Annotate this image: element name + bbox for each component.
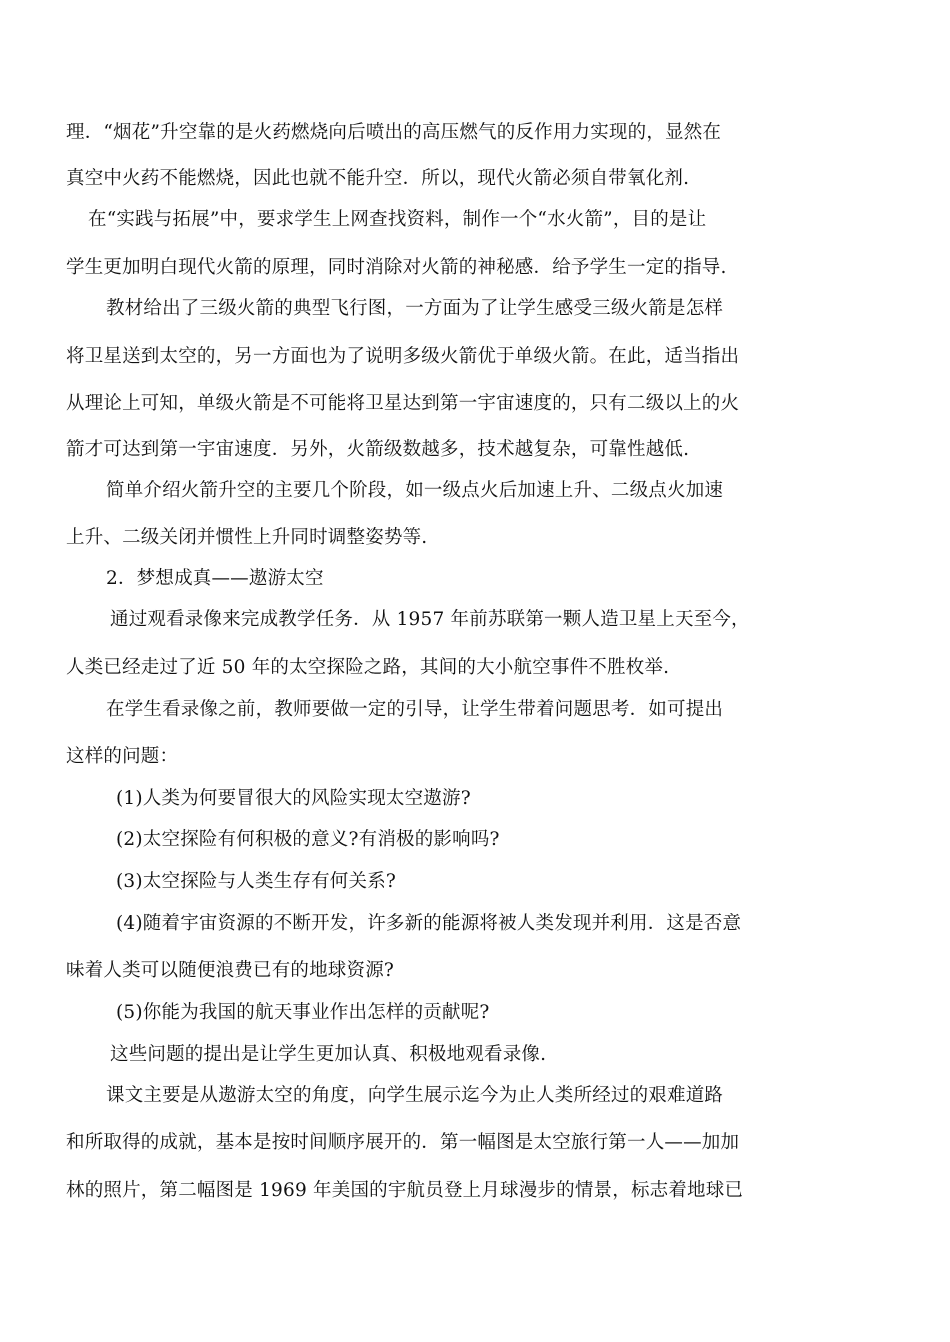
paragraph-start: 课文主要是从遨游太空的角度，向学生展示迄今为止人类所经过的艰难道路 [106, 1085, 724, 1106]
text-line: 和所取得的成就，基本是按时间顺序展开的．第一幅图是太空旅行第一人——加加 [66, 1132, 740, 1153]
question-item: (5)你能为我国的航天事业作出怎样的贡献呢? [116, 1002, 490, 1023]
paragraph-start: 这些问题的提出是让学生更加认真、积极地观看录像. [110, 1044, 547, 1065]
text-line: 理．“烟花”升空靠的是火药燃烧向后喷出的高压燃气的反作用力实现的，显然在 [66, 122, 722, 143]
text-line: 林的照片，第二幅图是 1969 年美国的宇航员登上月球漫步的情景，标志着地球已 [66, 1180, 744, 1201]
question-item: (3)太空探险与人类生存有何关系? [116, 871, 397, 892]
section-heading: 2．梦想成真——遨游太空 [106, 568, 324, 589]
text-line: 人类已经走过了近 50 年的太空探险之路，其间的大小航空事件不胜枚举. [66, 657, 670, 678]
text-line: 从理论上可知，单级火箭是不可能将卫星达到第一宇宙速度的，只有二级以上的火 [66, 393, 740, 414]
question-item: (1)人类为何要冒很大的风险实现太空遨游? [116, 788, 471, 809]
text-line: 上升、二级关闭并惯性上升同时调整姿势等. [66, 527, 428, 548]
text-line: 味着人类可以随便浪费已有的地球资源? [66, 960, 395, 981]
question-item: (2)太空探险有何积极的意义?有消极的影响吗? [116, 829, 500, 850]
paragraph-start: 在学生看录像之前，教师要做一定的引导，让学生带着问题思考．如可提出 [106, 699, 724, 720]
paragraph-start: 通过观看录像来完成教学任务．从 1957 年前苏联第一颗人造卫星上天至今， [110, 609, 750, 630]
text-line: 学生更加明白现代火箭的原理，同时消除对火箭的神秘感．给予学生一定的指导. [66, 257, 727, 278]
text-line: 箭才可达到第一宇宙速度．另外，火箭级数越多，技术越复杂，可靠性越低. [66, 439, 690, 460]
text-line: 真空中火药不能燃烧，因此也就不能升空．所以，现代火箭必须自带氧化剂. [66, 168, 690, 189]
paragraph-start: 在“实践与拓展”中，要求学生上网查找资料，制作一个“水火箭”，目的是让 [88, 209, 707, 230]
text-line: 这样的问题： [66, 746, 179, 767]
question-item: (4)随着宇宙资源的不断开发，许多新的能源将被人类发现并利用．这是否意 [116, 913, 742, 934]
text-line: 将卫星送到太空的，另一方面也为了说明多级火箭优于单级火箭。在此，适当指出 [66, 346, 740, 367]
paragraph-start: 教材给出了三级火箭的典型飞行图，一方面为了让学生感受三级火箭是怎样 [106, 298, 724, 319]
paragraph-start: 简单介绍火箭升空的主要几个阶段，如一级点火后加速上升、二级点火加速 [106, 480, 724, 501]
